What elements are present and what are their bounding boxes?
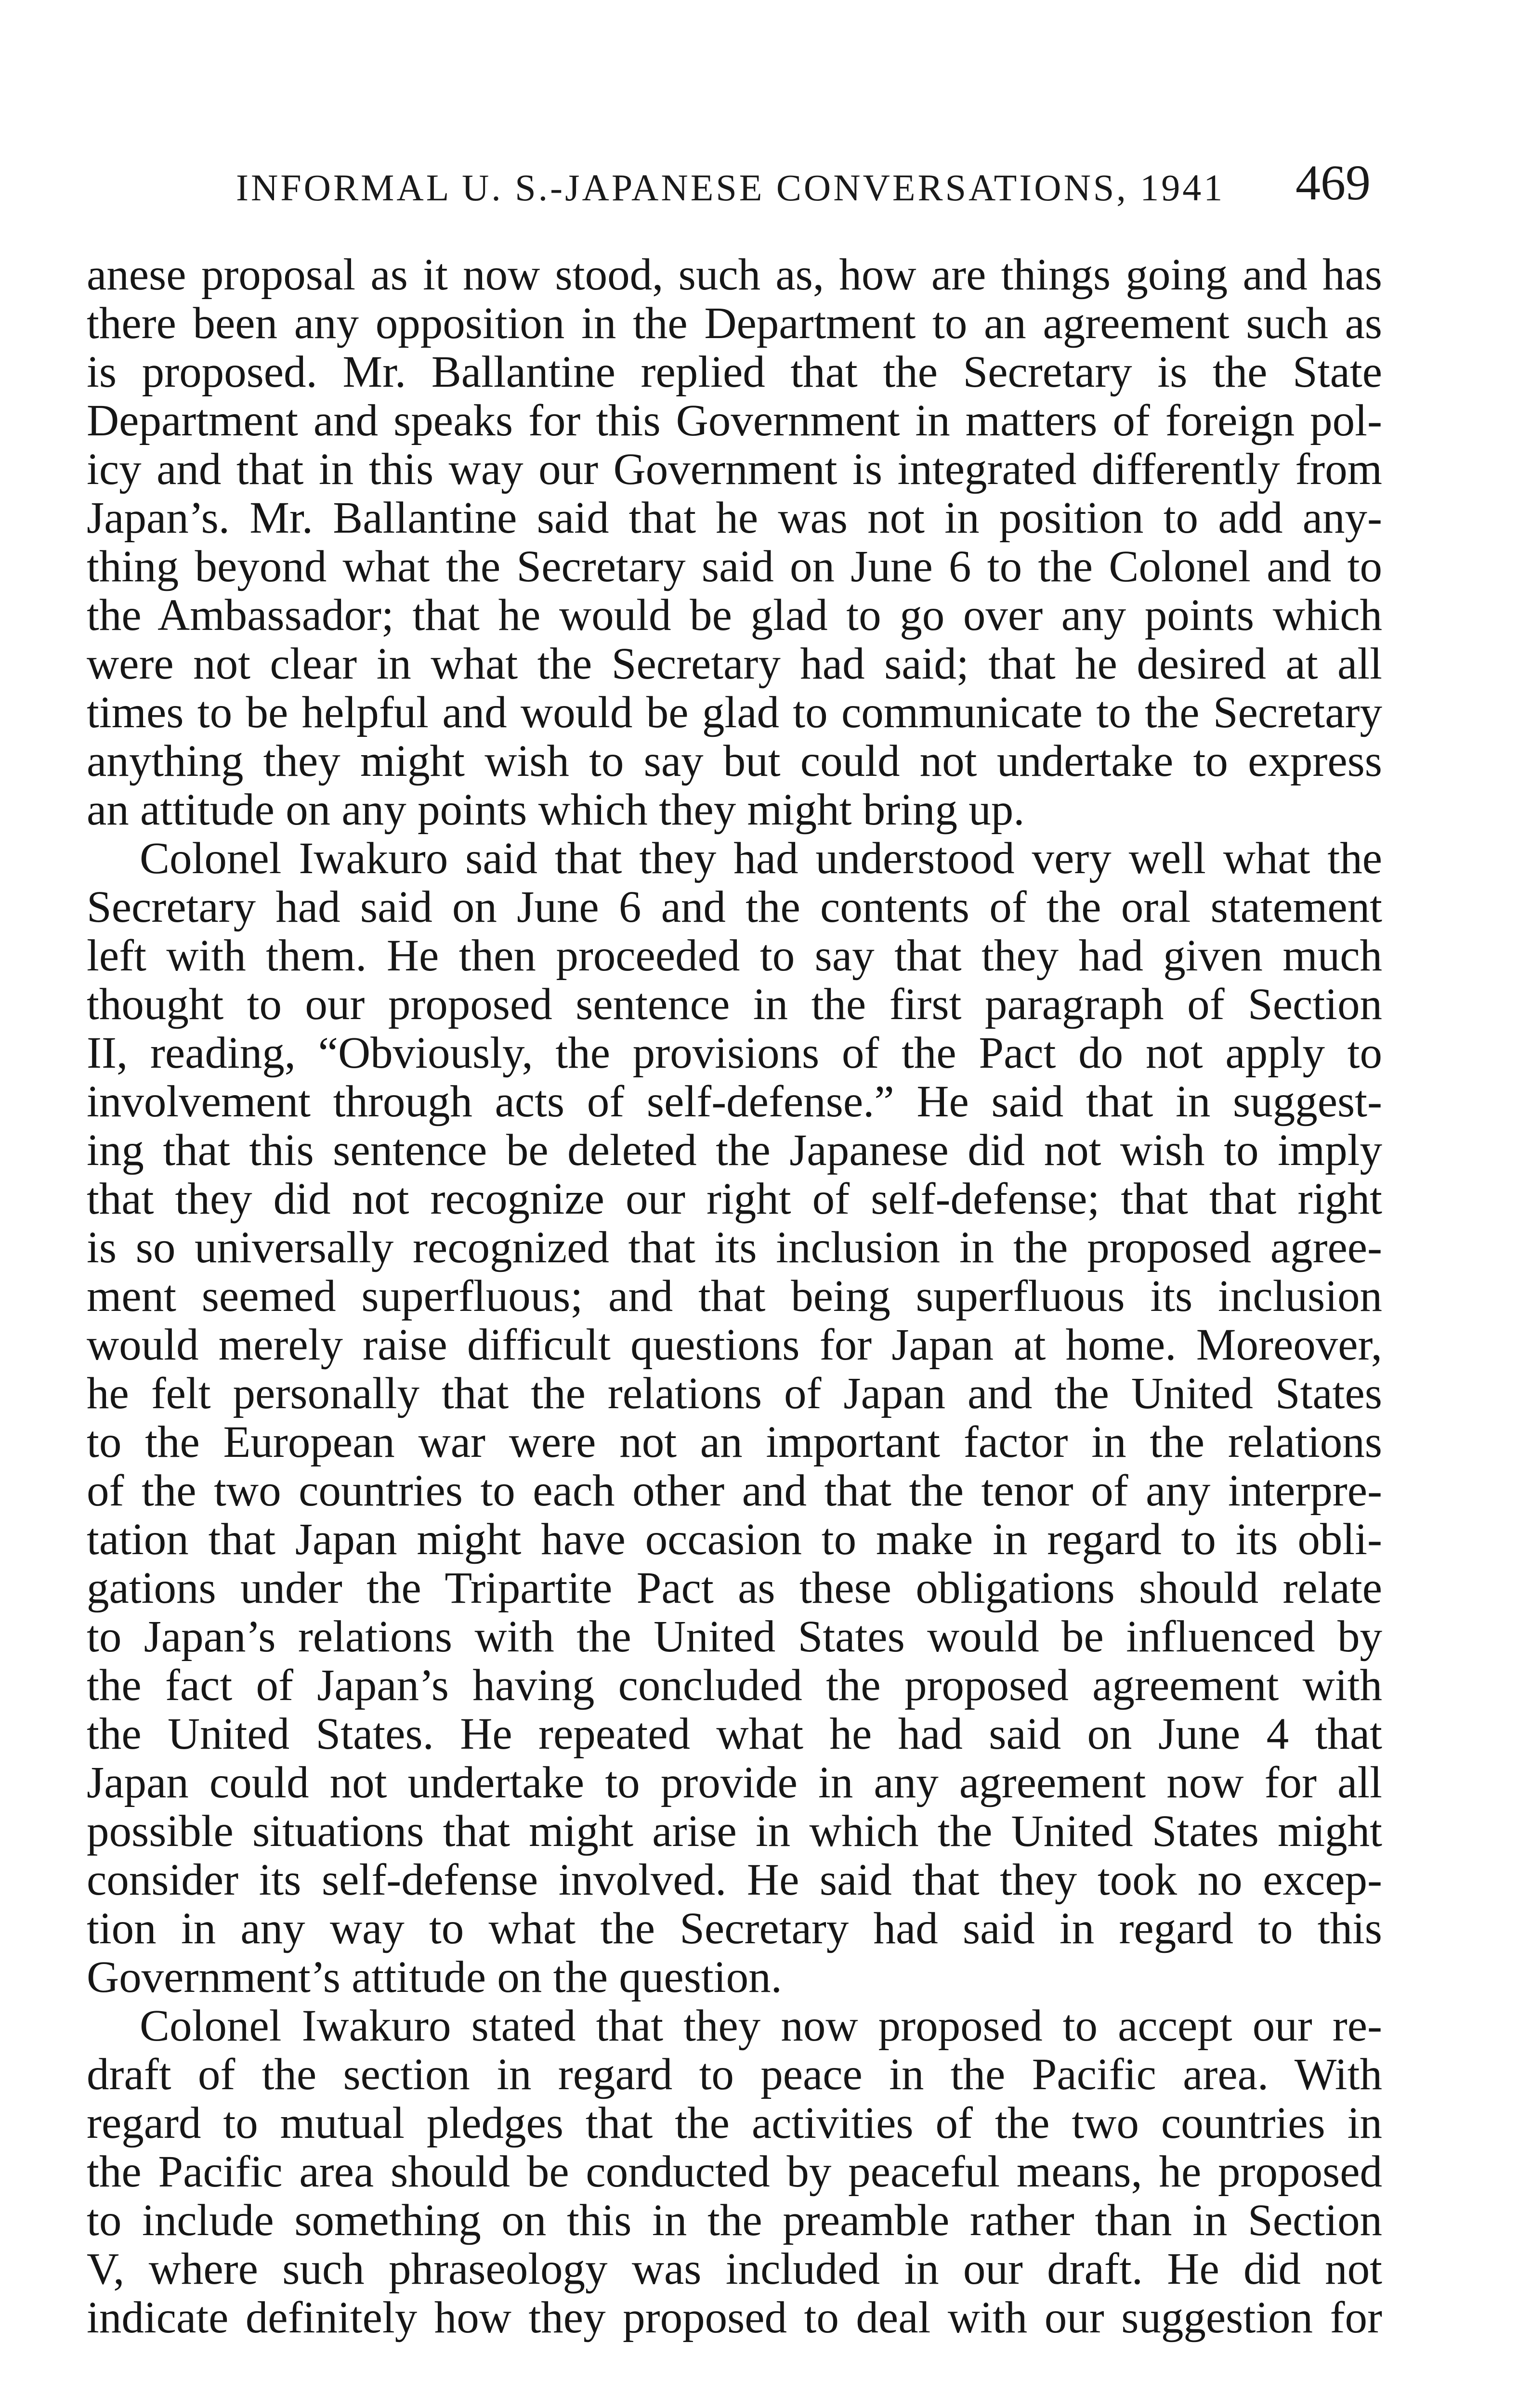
text-line: icy and that in this way our Government is integrated differently from [87,445,1382,494]
text-line: V, where such phraseology was included in our draft. He did not [87,2244,1382,2294]
text-line: regard to mutual pledges that the activities of the two countries in [87,2098,1382,2148]
text-line: involvement through acts of self-defense.” He said that in suggest- [87,1077,1382,1126]
text-line: the fact of Japan’s having concluded the proposed agreement with [87,1661,1382,1710]
text-line: thought to our proposed sentence in the first paragraph of Section [87,980,1382,1029]
paragraph-3 [87,2002,1382,2342]
text-line: ment seemed superfluous; and that being superfluous its inclusion [87,1271,1382,1321]
text-line: the United States. He repeated what he had said on June 4 that [87,1709,1382,1759]
text-line: Government’s attitude on the question. [87,1952,782,2002]
text-line: to include something on this in the preamble rather than in Section [87,2196,1382,2245]
text-line: Colonel Iwakuro stated that they now proposed to accept our re- [140,2001,1382,2051]
text-line: times to be helpful and would be glad to communicate to the Secretary [87,688,1382,737]
text-line: an attitude on any points which they might bring up. [87,785,1025,835]
text-line: anything they might wish to say but could not undertake to express [87,736,1382,786]
text-line: thing beyond what the Secretary said on June 6 to the Colonel and to [87,542,1382,591]
text-line: Colonel Iwakuro said that they had understood very well what the [140,834,1382,883]
text-line: ing that this sentence be deleted the Japanese did not wish to imply [87,1125,1382,1175]
text-line: Japan could not undertake to provide in any agreement now for all [87,1758,1382,1807]
paragraph-1 [87,250,1382,834]
text-line: anese proposal as it now stood, such as, how are things going and has [87,250,1382,300]
text-line: of the two countries to each other and that the tenor of any interpre- [87,1466,1382,1516]
text-line: Department and speaks for this Government in matters of foreign pol- [87,396,1382,445]
text-line: is proposed. Mr. Ballantine replied that the Secretary is the State [87,347,1382,397]
text-line: he felt personally that the relations of Japan and the United States [87,1369,1382,1418]
text-line: to the European war were not an important factor in the relations [87,1417,1382,1467]
page-number: 469 [1296,155,1371,210]
text-line: possible situations that might arise in which the United States might [87,1806,1382,1856]
text-line: tion in any way to what the Secretary had said in regard to this [87,1904,1382,1953]
running-head: INFORMAL U. S.-JAPANESE CONVERSATIONS, 1941 [236,167,1225,209]
text-line: is so universally recognized that its inclusion in the proposed agree- [87,1223,1382,1272]
text-line: tation that Japan might have occasion to make in regard to its obli- [87,1515,1382,1564]
text-line: to Japan’s relations with the United States would be influenced by [87,1612,1382,1662]
text-line: the Pacific area should be conducted by peaceful means, he proposed [87,2147,1382,2197]
text-line: gations under the Tripartite Pact as these obligations should relate [87,1563,1382,1613]
body-text [87,250,1382,2342]
text-line: the Ambassador; that he would be glad to go over any points which [87,590,1382,640]
text-line: that they did not recognize our right of self-defense; that that right [87,1174,1382,1224]
text-line: Japan’s. Mr. Ballantine said that he was not in position to add any- [87,493,1382,543]
text-line: were not clear in what the Secretary had said; that he desired at all [87,639,1382,689]
text-line: left with them. He then proceeded to say that they had given much [87,931,1382,981]
text-line: indicate definitely how they proposed to deal with our suggestion for [87,2293,1382,2343]
text-line: II, reading, “Obviously, the provisions of the Pact do not apply to [87,1028,1382,1078]
text-line: there been any opposition in the Department to an agreement such as [87,299,1382,348]
text-line: draft of the section in regard to peace in the Pacific area. With [87,2050,1382,2099]
paragraph-2 [87,834,1382,2002]
text-line: would merely raise difficult questions for Japan at home. Moreover, [87,1320,1382,1370]
text-line: Secretary had said on June 6 and the contents of the oral statement [87,882,1382,932]
text-line: consider its self-defense involved. He said that they took no excep- [87,1855,1382,1905]
